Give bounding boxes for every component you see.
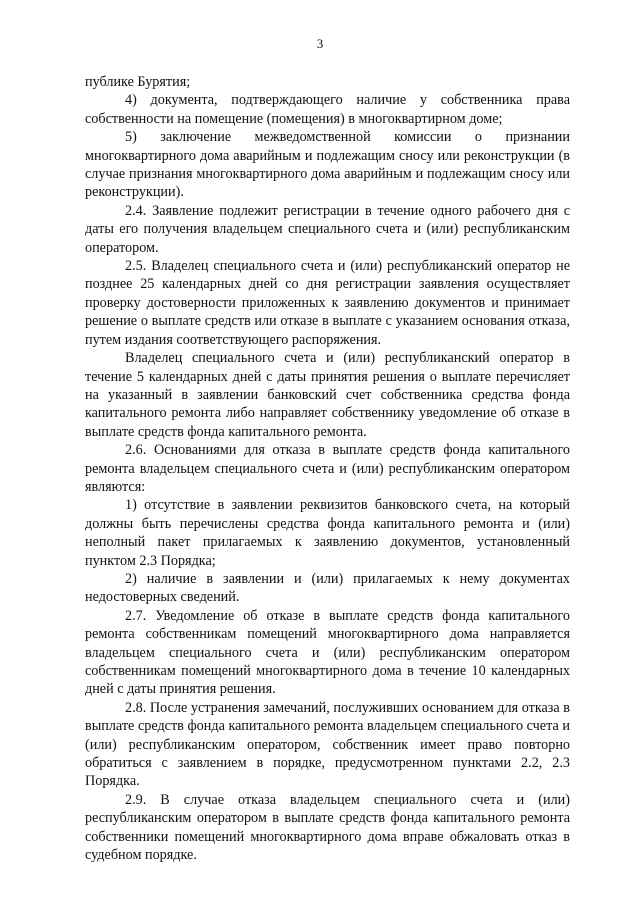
paragraph-2-5: 2.5. Владелец специального счета и (или) республиканский оператор не позднее 25 календарных дней со дня регистрации заявления осуществляет проверку достоверности приложенных к заявлению документов и принимает решение о выплате средств или отказе в выплате с указанием основания отказа, путем издания соответствующего распоряжения. [85,258,570,348]
page-number: 3 [316,36,324,51]
document-body [85,73,570,864]
paragraph-2-4: 2.4. Заявление подлежит регистрации в течение одного рабочего дня с даты его получения владельцем специального счета и (или) республиканским оператором. [85,202,570,256]
paragraph-2-8: 2.8. После устранения замечаний, послуживших основанием для отказа в выплате средств фонда капитального ремонта владельцем специального счета и (или) республиканским оператором, собственник имеет право повторно обратиться с заявлением в порядке, предусмотренном пунктами 2.2, 2.3 Порядка. [85,699,570,790]
paragraph-2-6-item-2: 2) наличие в заявлении и (или) прилагаемых к нему документах недостоверных сведений. [85,570,570,606]
paragraph-item-5: 5) заключение межведомственной комиссии о признании многоквартирного дома аварийным и подлежащим сносу или реконструкции (в случае признания многоквартирного дома аварийным и подлежащим сносу или реконструкции). [85,129,570,201]
paragraph-2-7: 2.7. Уведомление об отказе в выплате средств фонда капитального ремонта собственникам помещений многоквартирного дома направляется владельцем специального счета и (или) республиканским оператором собственникам помещений многоквартирного дома в течение 10 календарных дней с даты принятия решения. [85,607,570,698]
paragraph-2-6: 2.6. Основаниями для отказа в выплате средств фонда капитального ремонта владельцем специального счета и (или) республиканским оператором являются: [85,442,570,495]
paragraph-2-9: 2.9. В случае отказа владельцем специального счета и (или) республиканским оператором в выплате средств фонда капитального ремонта собственники помещений многоквартирного дома вправе обжаловать отказ в судебном порядке. [85,791,570,864]
paragraph-continuation: публике Бурятия; [85,74,191,90]
paragraph-2-5-cont: Владелец специального счета и (или) республиканский оператор в течение 5 календарных дней с даты принятия решения о выплате перечисляет на указанный в заявлении банковский счет собственника средства фонда капитального ремонта либо направляет собственнику уведомление об отказе в выплате средств фонда капитального ремонта. [85,350,570,440]
paragraph-2-6-item-1: 1) отсутствие в заявлении реквизитов банковского счета, на который должны быть перечислены средства фонда капитального ремонта и (или) неполный пакет прилагаемых к заявлению документов, установленный пунктом 2.3 Порядка; [85,497,570,569]
paragraph-item-4: 4) документа, подтверждающего наличие у собственника права собственности на помещение (помещения) в многоквартирном доме; [85,92,570,127]
